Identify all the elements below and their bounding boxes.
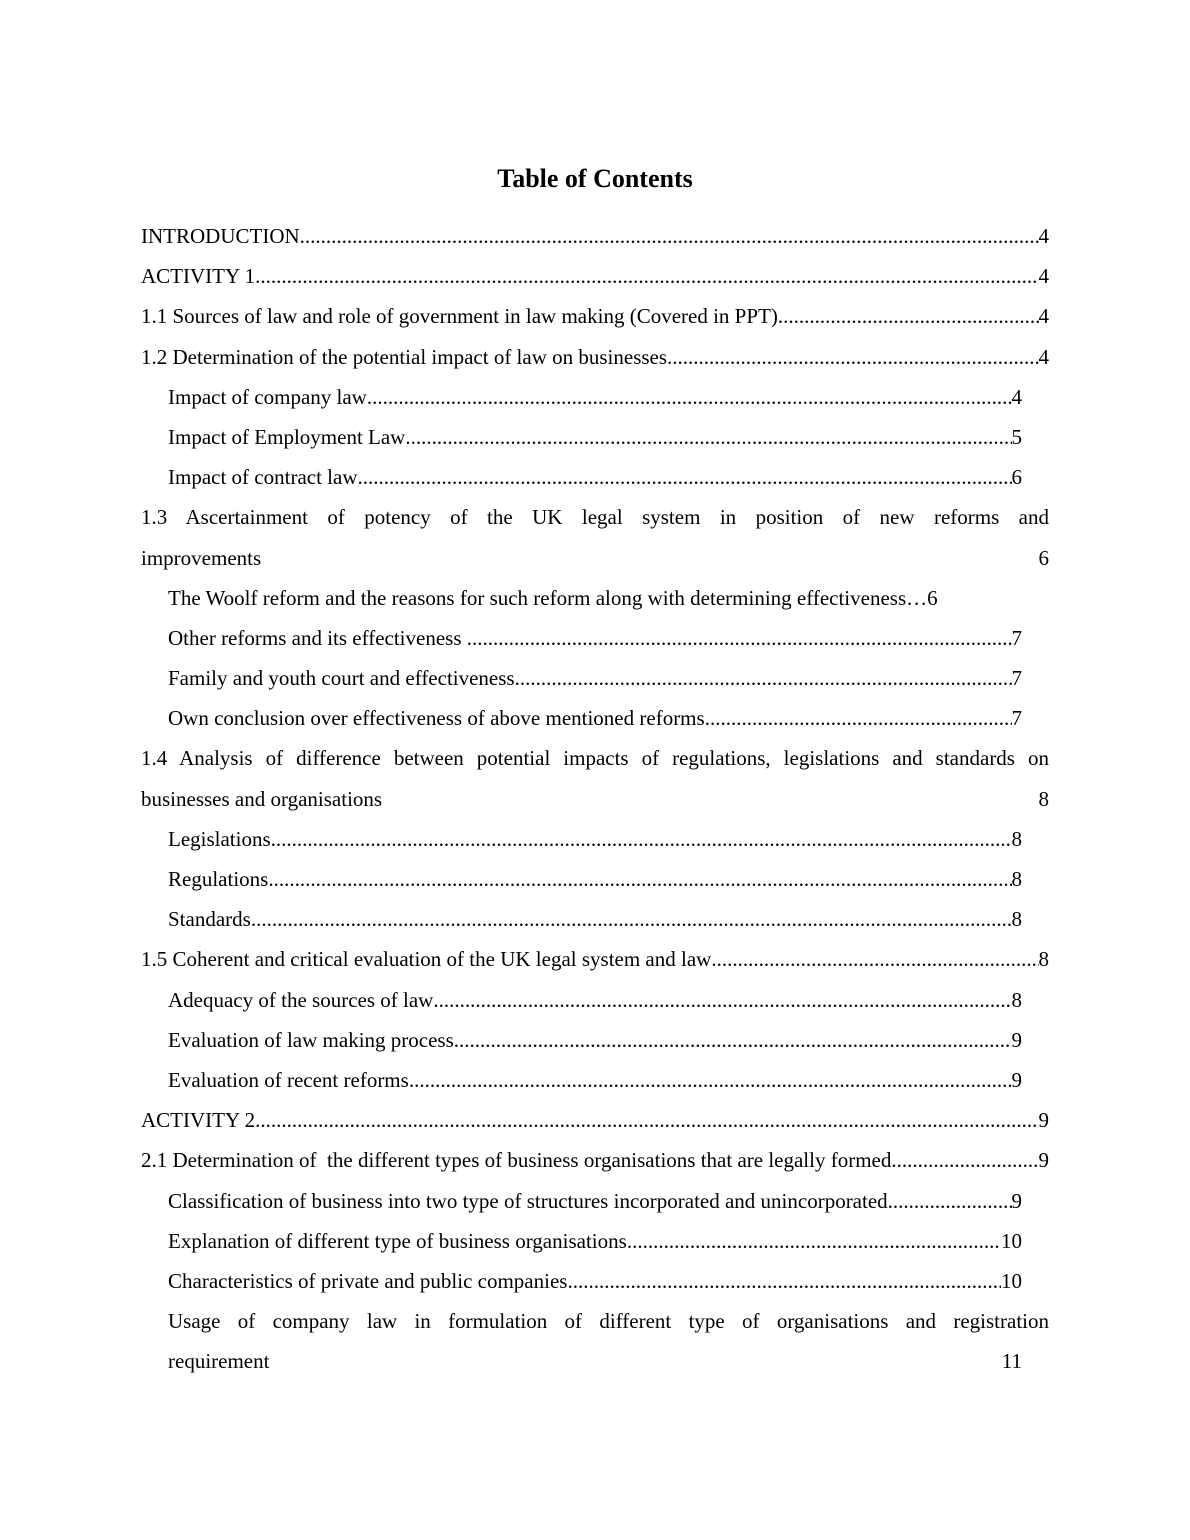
toc-entry-label: Impact of contract law <box>168 465 358 490</box>
toc-page-number: 11 <box>1001 1349 1022 1374</box>
toc-entry-label: 1.1 Sources of law and role of government in law making (Covered in PPT) <box>141 304 778 329</box>
toc-entry-label: Other reforms and its effectiveness <box>168 625 467 650</box>
toc-subentry[interactable] <box>168 618 1022 658</box>
toc-subentry[interactable] <box>168 899 1022 939</box>
toc-entry[interactable] <box>141 497 1049 577</box>
toc-entry-label: 2.1 Determination of the different types of business organisations that are legally formed <box>141 1148 892 1173</box>
dot-leader <box>454 1020 1012 1060</box>
toc-page-number: 10 <box>1001 1268 1022 1293</box>
toc-page-number: 8 <box>1038 947 1049 972</box>
dot-leader <box>711 939 1038 979</box>
toc-entry-label: Classification of business into two type of structures incorporated and unincorporated <box>168 1188 888 1213</box>
toc-page-number: 4 <box>1038 264 1049 289</box>
toc-page-number: 5 <box>1011 424 1022 449</box>
dot-leader <box>888 1181 1012 1221</box>
toc-page-number: 7 <box>1011 666 1022 691</box>
toc-subentry[interactable] <box>168 859 1022 899</box>
toc-subentry[interactable] <box>168 1261 1022 1301</box>
toc-entry-label: Characteristics of private and public companies <box>168 1268 568 1293</box>
toc-entry-label: Evaluation of recent reforms <box>168 1067 409 1092</box>
dot-leader <box>255 256 1038 296</box>
toc-subentry[interactable] <box>168 578 1022 618</box>
toc-entry[interactable] <box>141 738 1049 818</box>
toc-entry-label: Impact of company law <box>168 384 367 409</box>
dot-leader <box>467 618 1012 658</box>
dot-leader <box>705 698 1012 738</box>
toc-subentry[interactable] <box>168 1181 1022 1221</box>
toc-page-number: 8 <box>1011 867 1022 891</box>
toc-page-number: 9 <box>1038 1108 1049 1133</box>
toc-subentry[interactable] <box>168 819 1022 859</box>
toc-entry-label: Regulations <box>168 867 269 891</box>
toc-entry-label: ACTIVITY 1 <box>141 264 256 289</box>
toc-entry[interactable] <box>141 337 1049 377</box>
toc-entry-label: 1.5 Coherent and critical evaluation of the UK legal system and law <box>141 947 712 972</box>
toc-entry[interactable] <box>141 1100 1049 1140</box>
dot-leader <box>271 819 1012 859</box>
toc-page-number: 7 <box>1011 706 1022 731</box>
toc-page-number: 4 <box>1038 344 1049 369</box>
toc-page-number: 8 <box>1011 826 1022 851</box>
toc-subentry[interactable] <box>168 377 1022 417</box>
toc-entry-label: Family and youth court and effectiveness <box>168 666 515 691</box>
dot-leader <box>627 1221 1001 1261</box>
toc-page-number: 9 <box>1038 1148 1049 1173</box>
toc-subentry[interactable] <box>168 1020 1022 1060</box>
toc-page-number: 9 <box>1011 1188 1022 1213</box>
dot-leader <box>515 658 1012 698</box>
toc-entry[interactable] <box>141 296 1049 336</box>
toc-page-number: 4 <box>1038 304 1049 329</box>
dot-leader <box>251 899 1012 939</box>
toc-page-number: 4 <box>1011 384 1022 409</box>
toc-entry-label-line2: improvements <box>141 545 262 570</box>
dot-leader <box>255 1100 1038 1140</box>
toc-subentry[interactable] <box>168 980 1022 1020</box>
toc-page-number: 10 <box>1001 1228 1022 1253</box>
toc-entry-label-line2: requirement <box>168 1349 270 1374</box>
page-title: Table of Contents <box>497 164 693 193</box>
toc-entry[interactable] <box>141 256 1049 296</box>
toc-entry-label: Own conclusion over effectiveness of above mentioned reforms <box>168 706 705 731</box>
toc-subentry[interactable] <box>168 457 1022 497</box>
dot-leader <box>300 216 1039 256</box>
toc-subentry[interactable] <box>168 658 1022 698</box>
toc-subentry[interactable] <box>168 1060 1022 1100</box>
dot-leader <box>358 457 1012 497</box>
dot-leader <box>567 1261 1001 1301</box>
toc-subentry[interactable] <box>168 1221 1022 1261</box>
toc-subentry[interactable] <box>168 698 1022 738</box>
toc-entry-label-line2: businesses and organisations <box>141 786 383 811</box>
toc-entry-label: ACTIVITY 2 <box>141 1108 256 1133</box>
toc-page-number: 6 <box>1011 465 1022 490</box>
toc-entry-label: Legislations <box>168 826 271 851</box>
toc-page-number: 8 <box>1011 987 1022 1012</box>
toc-page-number: 9 <box>1011 1067 1022 1092</box>
toc-entry-label: Standards <box>168 907 251 932</box>
toc-subentry[interactable] <box>168 1301 1049 1381</box>
dot-leader <box>667 337 1038 377</box>
toc-page-number: 6 <box>1038 545 1049 570</box>
toc-entry-label: Adequacy of the sources of law <box>168 987 434 1012</box>
toc-entry-label-line1: 1.3 Ascertainment of potency of the UK legal system in position of new reforms and <box>141 505 1049 530</box>
dot-leader <box>268 859 1011 899</box>
toc-page-number: 8 <box>1011 907 1022 932</box>
dot-leader <box>891 1140 1038 1180</box>
toc-page-number: 6 <box>927 585 938 610</box>
toc-entry-label: INTRODUCTION <box>141 224 300 248</box>
toc-entry-label-line1: Usage of company law in formulation of different type of organisations and registration <box>168 1309 1049 1334</box>
toc-subentry[interactable] <box>168 417 1022 457</box>
dot-leader <box>367 377 1012 417</box>
toc-entry[interactable] <box>141 939 1049 979</box>
toc-entry[interactable] <box>141 216 1049 256</box>
toc-entry-label: 1.2 Determination of the potential impact of law on businesses <box>141 344 668 369</box>
toc-page-number: 8 <box>1038 786 1049 811</box>
toc-page-number: 7 <box>1011 625 1022 650</box>
toc-list <box>141 216 1049 1381</box>
dot-leader <box>405 417 1011 457</box>
toc-entry[interactable] <box>141 1140 1049 1180</box>
toc-entry-label: The Woolf reform and the reasons for such reform along with determining effectiveness… <box>168 585 928 610</box>
toc-entry-label: Explanation of different type of business organisations <box>168 1228 627 1253</box>
dot-leader <box>433 980 1011 1020</box>
toc-page-number: 9 <box>1011 1027 1022 1052</box>
dot-leader <box>409 1060 1012 1100</box>
toc-page-number: 4 <box>1038 224 1049 248</box>
toc-entry-label: Impact of Employment Law <box>168 424 406 449</box>
toc-entry-label: Evaluation of law making process <box>168 1027 454 1052</box>
toc-entry-label-line1: 1.4 Analysis of difference between potential impacts of regulations, legislations and standards on <box>141 746 1049 771</box>
dot-leader <box>778 296 1039 336</box>
